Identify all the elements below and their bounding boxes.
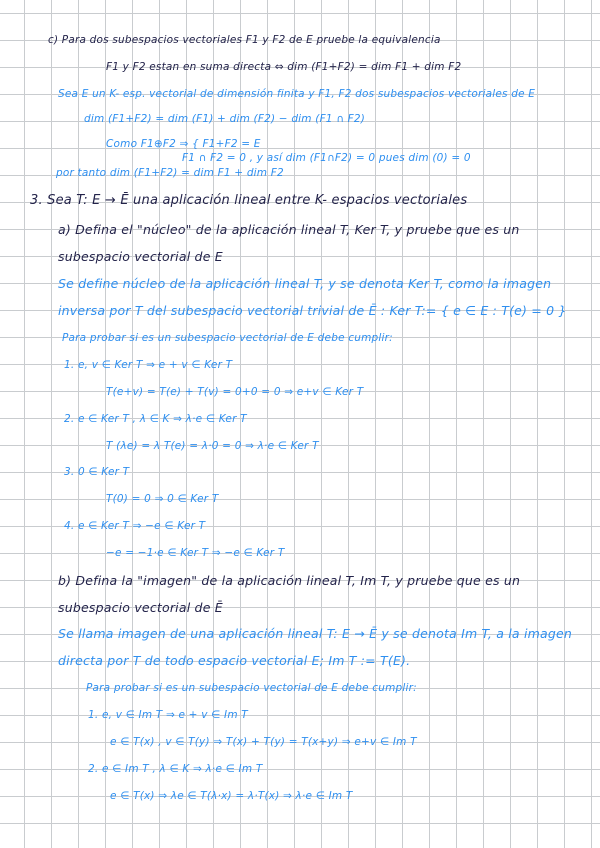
answer-3a-definition: Se define núcleo de la aplicación lineal T, y se denota Ker T, como la imagen [58, 276, 552, 291]
answer-3a-definition-cont: inversa por T del subespacio vectorial trivial de Ē : Ker T:= { e ∈ E : T(e) = 0 } [58, 303, 567, 318]
answer-c-line-1: Sea E un K- esp. vectorial de dimensión finita y F1, F2 dos subespacios vectoriales de E [58, 88, 536, 100]
answer-3a-step-1: 1. e, v ∈ Ker T ⇒ e + v ∈ Ker T [64, 359, 233, 371]
question-c-equivalence: F1 y F2 estan en suma directa ⇔ dim (F1+F2) = dim F1 + dim F2 [106, 61, 462, 73]
answer-3b-definition-cont: directa por T de todo espacio vectorial E; Im T := T(E). [58, 653, 411, 668]
question-3a-statement-cont: subespacio vectorial de E [58, 249, 223, 264]
question-3b-statement: b) Defina la "imagen" de la aplicación lineal T, Im T, y pruebe que es un [58, 573, 521, 588]
answer-3a-step-3: 3. 0 ∈ Ker T [64, 466, 130, 478]
answer-3a-step-4: 4. e ∈ Ker T ⇒ −e ∈ Ker T [64, 520, 206, 532]
answer-3b-step-1-proof: e ∈ T(x) , v ∈ T(y) ⇒ T(x) + T(y) = T(x+y) ⇒ e+v ∈ Im T [110, 736, 417, 748]
answer-3a-step-1-proof: T(e+v) = T(e) + T(v) = 0+0 = 0 ⇒ e+v ∈ Ker T [106, 386, 364, 398]
question-3-statement: 3. Sea T: E → Ē una aplicación lineal entre K- espacios vectoriales [30, 193, 468, 208]
answer-3b-step-2: 2. e ∈ Im T , λ ∈ K ⇒ λ·e ∈ Im T [88, 763, 263, 775]
answer-3a-intro: Para probar si es un subespacio vectorial de E debe cumplir: [62, 332, 393, 344]
answer-3a-step-2-proof: T (λe) = λ T(e) = λ·0 = 0 ⇒ λ·e ∈ Ker T [106, 440, 319, 452]
answer-c-case-2: F1 ∩ F2 = 0 , y así dim (F1∩F2) = 0 pues dim (0) = 0 [182, 152, 471, 164]
answer-3a-step-3-proof: T(0) = 0 ⇒ 0 ∈ Ker T [106, 493, 219, 505]
answer-3a-step-2: 2. e ∈ Ker T , λ ∈ K ⇒ λ·e ∈ Ker T [64, 413, 247, 425]
question-3b-statement-cont: subespacio vectorial de Ē [58, 600, 223, 615]
answer-c-formula: dim (F1+F2) = dim (F1) + dim (F2) − dim (F1 ∩ F2) [84, 113, 366, 125]
answer-3b-step-2-proof: e ∈ T(x) ⇒ λe ∈ T(λ·x) = λ·T(x) ⇒ λ·e ∈ Im T [110, 790, 353, 802]
question-3a-statement: a) Defina el "núcleo" de la aplicación lineal T, Ker T, y pruebe que es un [58, 222, 520, 237]
answer-3b-intro: Para probar si es un subespacio vectorial de E debe cumplir: [86, 682, 417, 694]
question-c-statement: c) Para dos subespacios vectoriales F1 y F2 de E pruebe la equivalencia [48, 34, 441, 46]
answer-c-conclusion: por tanto dim (F1+F2) = dim F1 + dim F2 [56, 167, 284, 179]
answer-3a-step-4-proof: −e = −1·e ∈ Ker T ⇒ −e ∈ Ker T [106, 547, 285, 559]
answer-3b-step-1: 1. e, v ∈ Im T ⇒ e + v ∈ Im T [88, 709, 248, 721]
answer-c-case-1: Como F1⊕F2 ⇒ { F1+F2 = E [106, 138, 261, 150]
answer-3b-definition: Se llama imagen de una aplicación lineal T: E → Ē y se denota Im T, a la imagen [58, 626, 573, 641]
